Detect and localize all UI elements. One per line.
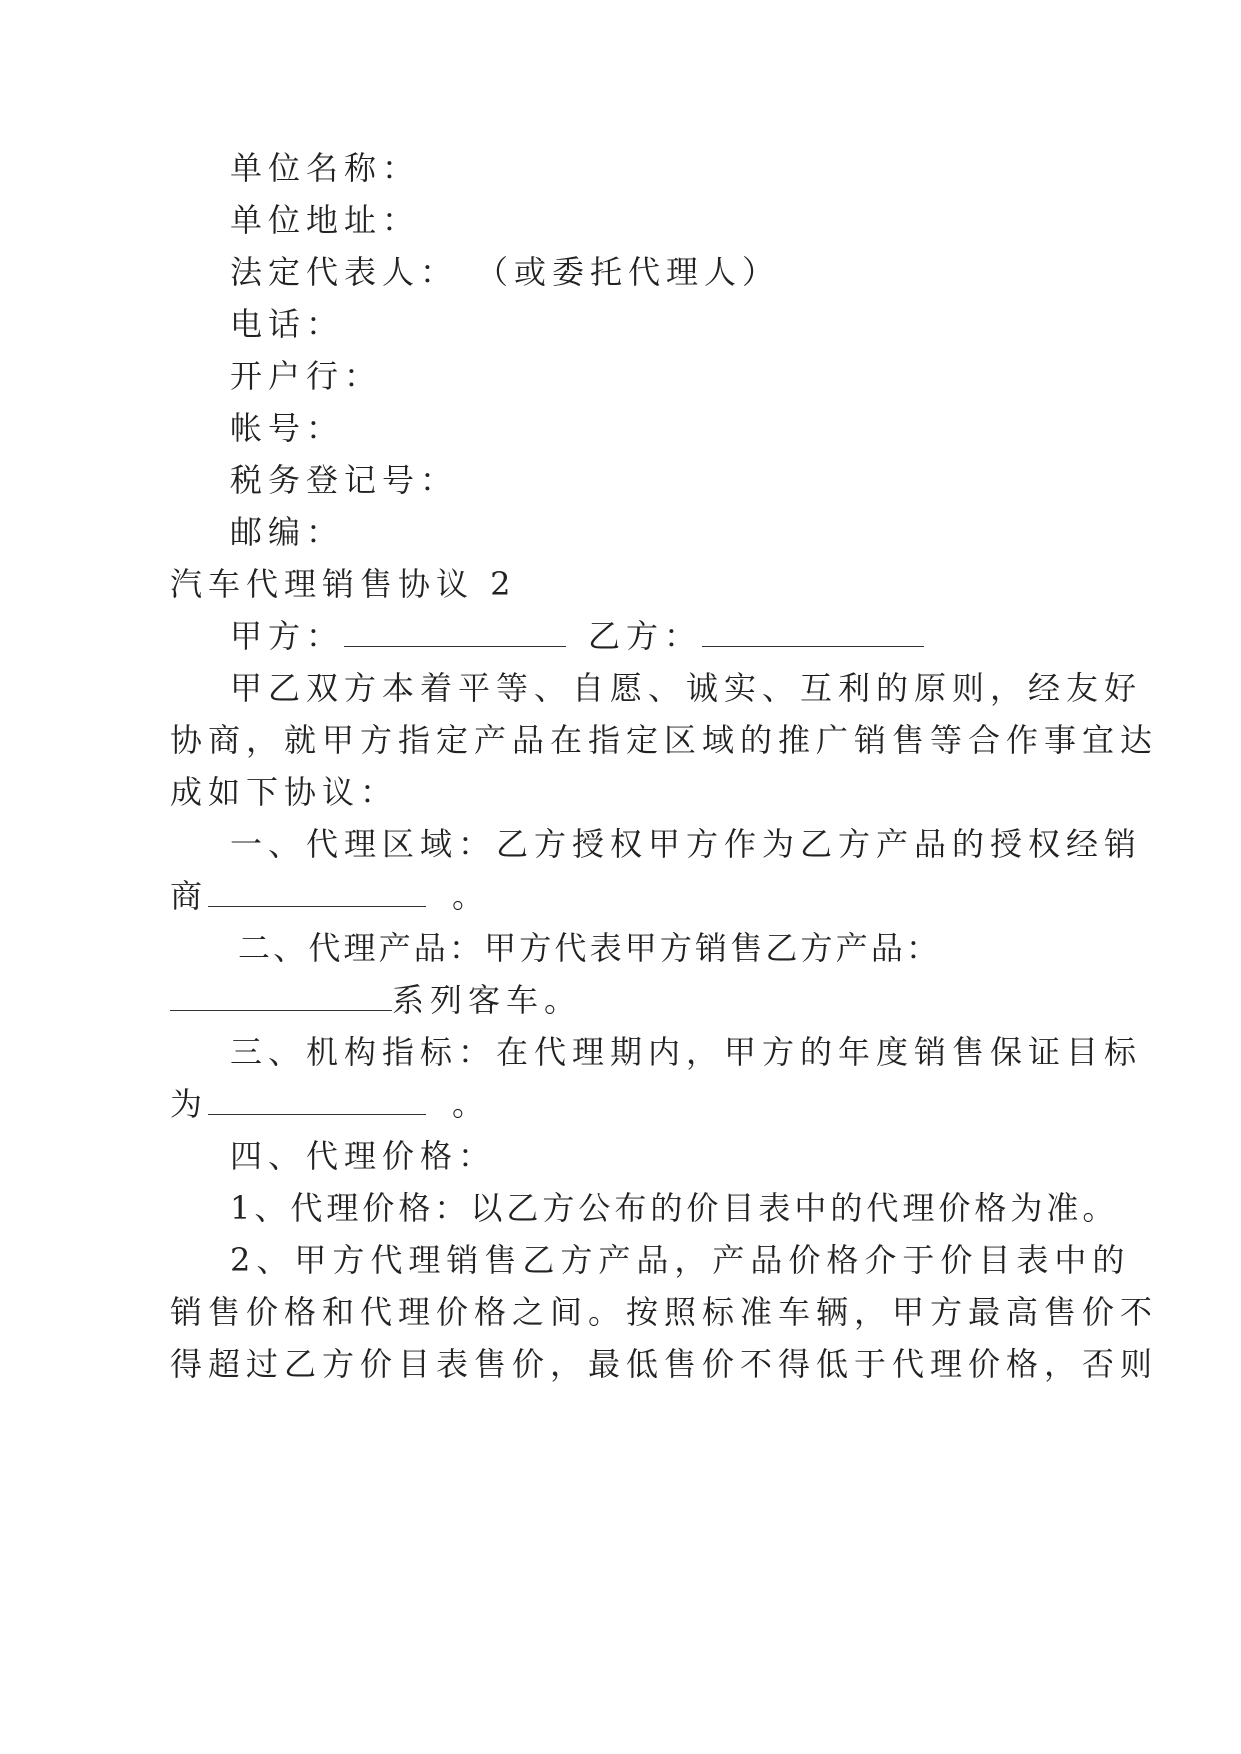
clause4-item1: 1、代理价格：以乙方公布的价目表中的代理价格为准。 [230,1189,1119,1227]
clause2-char: 售 [730,929,763,967]
clause3-suffix: 。 [452,1085,491,1123]
clause2-char: 代 [308,929,341,967]
clause2-char: 表 [589,929,622,967]
clause2-char: 方 [659,929,692,967]
clause3-line-1: 三、机构指标：在代理期内，甲方的年度销售保证目标 [230,1033,1143,1071]
intro-line-3: 成如下协议： [170,773,399,811]
clause2-char: 代 [554,929,587,967]
clause1-blank [208,880,426,907]
legal-rep-label: 法定代表人： [230,253,459,291]
document-title: 汽车代理销售协议 2 [170,565,517,603]
tax-no-label: 税务登记号： [230,461,459,499]
party-a-label: 甲方： [230,617,345,655]
clause4-item2-line2: 销售价格和代理价格之间。按照标准车辆，甲方最高售价不 [170,1293,1159,1331]
unit-address-label: 单位地址： [230,201,421,239]
clause1-prefix: 商 [170,877,209,915]
clause2-char: 品 [413,929,446,967]
clause2-char: 产 [378,929,411,967]
clause2-char: 二 [238,929,271,967]
party-b-label: 乙方： [588,617,703,655]
clause2-char: 方 [519,929,552,967]
clause2-char: 、 [273,929,306,967]
clause2-char: 甲 [624,929,657,967]
clause4-item2-line1: 2、甲方代理销售乙方产品，产品价格介于价目表中的 [230,1241,1131,1279]
clause2-char: 品 [870,929,903,967]
legal-rep-note: （或委托代理人） [476,253,781,291]
clause2-line-1 [238,928,938,968]
clause2-char: ： [905,929,938,967]
clause2-char: 甲 [484,929,517,967]
clause3-line-2 [170,1084,490,1124]
intro-line-2: 协商，就甲方指定产品在指定区域的推广销售等合作事宜达 [170,721,1159,759]
clause2-char: 方 [800,929,833,967]
clause2-blank [170,984,392,1011]
clause4-item2-line3: 得超过乙方价目表售价，最低售价不得低于代理价格，否则 [170,1345,1159,1383]
clause1-suffix: 。 [452,877,491,915]
clause2-char: ： [448,929,481,967]
clause4-heading: 四、代理价格： [230,1137,497,1175]
clause1-line-2 [170,876,490,916]
party-b-blank [702,620,924,647]
clause2-char: 乙 [765,929,798,967]
account-label: 帐号： [230,409,345,447]
legal-rep-line [230,252,780,292]
clause1-line-1: 一、代理区域：乙方授权甲方作为乙方产品的授权经销 [230,825,1143,863]
party-a-blank [344,620,566,647]
unit-name-label: 单位名称： [230,149,421,187]
parties-line [230,616,924,656]
clause2-char: 产 [835,929,868,967]
clause2-char: 理 [343,929,376,967]
clause3-blank [208,1088,426,1115]
phone-label: 电话： [230,305,345,343]
clause2-suffix: 系列客车。 [392,981,583,1019]
postcode-label: 邮编： [230,513,345,551]
clause3-prefix: 为 [170,1085,209,1123]
bank-label: 开户行： [230,357,383,395]
clause2-char: 销 [695,929,728,967]
clause2-line-2 [170,980,582,1020]
intro-line-1: 甲乙双方本着平等、自愿、诚实、互利的原则，经友好 [230,669,1143,707]
